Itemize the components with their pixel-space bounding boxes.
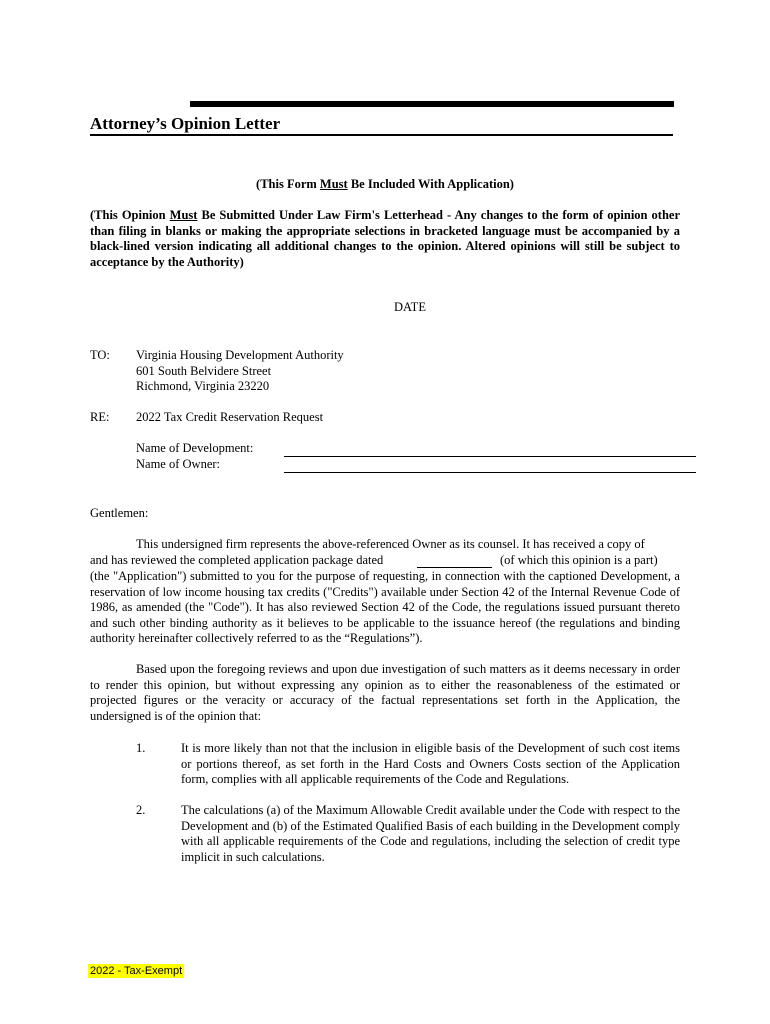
must-emphasis: Must [319, 177, 348, 191]
paragraph-1-first-line: This undersigned firm represents the above-referenced Owner as its counsel. It has received a copy of [136, 537, 645, 551]
application-date-field [417, 567, 492, 568]
title-underline [90, 134, 673, 136]
paragraph-1-body: (the "Application") submitted to you for the purpose of requesting, in connection with the captioned Development, a reservation of low income housing tax credits ("Credits") available under Section 42 of the Internal Revenue Code of 1986, as amended (the "Code"). It has also reviewed Section 42 of the Code, the regulations issued pursuant thereto and such other binding authority as it believes to be applicable to the issuance hereof (the regulations and binding authority hereinafter collectively referred to as the “Regulations”). [90, 569, 680, 645]
owner-name-field [284, 472, 696, 473]
list-item-number: 2. [136, 803, 146, 817]
to-label: TO: [90, 348, 110, 362]
paragraph-1-date-line-start: and has reviewed the completed application package dated [90, 553, 384, 567]
re-subject: 2022 Tax Credit Reservation Request [136, 410, 324, 424]
notice-text: Be Included With Application) [347, 177, 514, 191]
date-placeholder: DATE [394, 300, 426, 314]
recipient-street: 601 South Belvidere Street [136, 363, 272, 378]
footer-badge: 2022 - Tax-Exempt [90, 965, 183, 977]
instructions-text: (This Opinion [90, 208, 170, 222]
owner-name-label: Name of Owner: [136, 457, 220, 471]
page-title: Attorney’s Opinion Letter [90, 114, 281, 133]
development-name-label: Name of Development: [136, 441, 254, 455]
paragraph-2: Based upon the foregoing reviews and upon due investigation of such matters as it deems necessary in order to render this opinion, but without expressing any opinion as to either the reasonableness of the estimated or projected figures or the veracity or accuracy of the factual representations set forth in the Application, the undersigned is of the opinion that: [90, 662, 680, 723]
salutation: Gentlemen: [90, 506, 149, 520]
instructions-text: Be Submitted Under Law Firm's Letterhead - Any changes to the form of opinion other than filing in blanks or making the appropriate selections in bracketed language must be accompanied by a black-lined version indicating all additional changes to the opinion. Altered opinions will still be subject to acceptance by the Authority) [90, 208, 680, 269]
letterhead-instructions [90, 208, 680, 270]
development-name-field [284, 456, 696, 457]
paragraph-1-date-line-end: (of which this opinion is a part) [500, 553, 658, 567]
must-emphasis: Must [169, 208, 198, 222]
recipient-city: Richmond, Virginia 23220 [136, 379, 270, 393]
recipient-name: Virginia Housing Development Authority [136, 348, 344, 362]
recipient-address [136, 348, 344, 395]
list-item-number: 1. [136, 741, 146, 755]
list-item: It is more likely than not that the inclusion in eligible basis of the Development of such cost items or portions thereof, as set forth in the Hard Costs and Owners Costs section of the Application form, complies with all applicable requirements of the Code and Regulations. [181, 741, 680, 786]
top-rule [190, 101, 674, 107]
notice-text: (This Form [256, 177, 320, 191]
list-item: The calculations (a) of the Maximum Allowable Credit available under the Code with respect to the Development and (b) of the Estimated Qualified Basis of each building in the Development comply with all applicable requirements of the Code and regulations, including the selection of credit type implicit in such calculations. [181, 803, 680, 864]
re-label: RE: [90, 410, 110, 424]
form-requirement-notice [0, 177, 770, 192]
